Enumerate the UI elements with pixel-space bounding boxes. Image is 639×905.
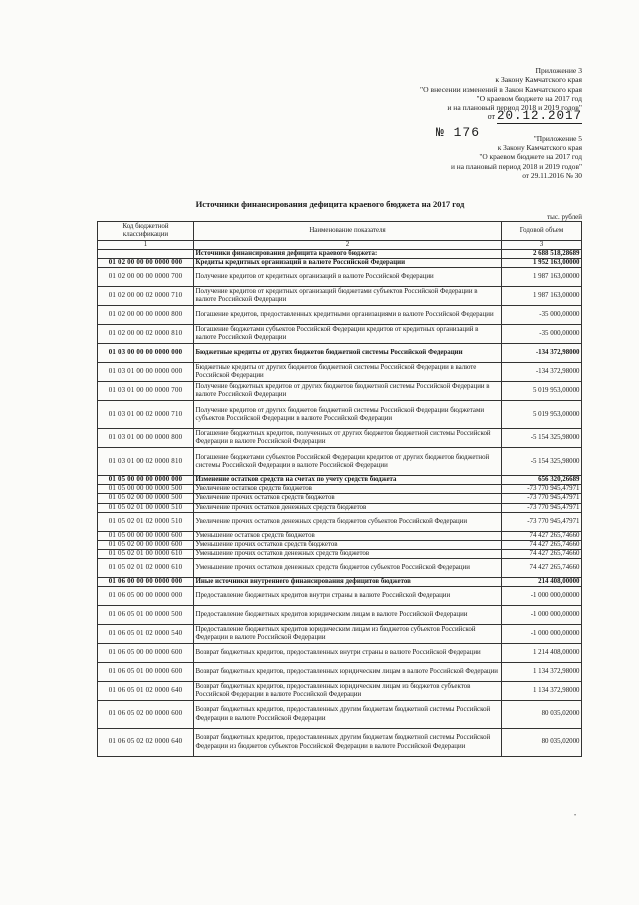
table-row (98, 485, 582, 494)
appendix-5-line: к Закону Камчатского края (497, 143, 582, 153)
appendix-5-line: "Приложение 5 (533, 134, 582, 143)
table-cell-name: Предоставление бюджетных кредитов юридическим лицам из бюджетов субъектов Российской Федерации в валюте Российской Федерации (194, 625, 502, 644)
table-cell-code: 01 03 01 00 02 0000 710 (98, 401, 194, 429)
table-cell-code: 01 06 00 00 00 0000 000 (98, 577, 194, 586)
table-cell-value: 5 019 953,00000 (502, 401, 582, 429)
table-cell-name: Получение кредитов от других бюджетов бюджетной системы Российской Федерации бюджетами субъектов Российской Федерации в валюте Российской Федерации (194, 401, 502, 429)
table-cell-name: Уменьшение прочих остатков денежных средств бюджетов субъектов Российской Федерации (194, 558, 502, 577)
table-cell-code: 01 03 00 00 00 0000 000 (98, 344, 194, 363)
table-cell-name: Увеличение прочих остатков денежных средств бюджетов субъектов Российской Федерации (194, 512, 502, 531)
table-cell-value: -134 372,98000 (502, 344, 582, 363)
table-cell-code: 01 02 00 00 02 0000 810 (98, 325, 194, 344)
table-cell-code: 01 05 00 00 00 0000 500 (98, 485, 194, 494)
table-cell-code: 01 05 00 00 00 0000 600 (98, 531, 194, 540)
table-cell-code: 01 02 00 00 02 0000 710 (98, 287, 194, 306)
table-body (98, 250, 582, 757)
header-name: Наименование показателя (194, 222, 502, 241)
col-number: 2 (194, 241, 502, 250)
table-row (98, 287, 582, 306)
table-row (98, 512, 582, 531)
table-cell-name: Предоставление бюджетных кредитов юридическим лицам в валюте Российской Федерации (194, 606, 502, 625)
table-cell-name: Погашение бюджетных кредитов, полученных от других бюджетов бюджетной системы Российской Федерации в валюте Российской Федерации (194, 429, 502, 448)
date-value: 20.12.2017 (496, 109, 582, 124)
table-row (98, 682, 582, 701)
table-row (98, 644, 582, 663)
table-cell-name: Бюджетные кредиты от других бюджетов бюджетной системы Российской Федерации в валюте Российской Федерации (194, 363, 502, 382)
table-cell-name: Иные источники внутреннего финансирования дефицитов бюджетов (194, 577, 502, 586)
table-cell-value: 74 427 265,74660 (502, 531, 582, 540)
table-cell-value: 214 408,00000 (502, 577, 582, 586)
table-row (98, 729, 582, 757)
appendix-3-date (420, 109, 582, 124)
table-cell-code: 01 03 01 00 00 0000 800 (98, 429, 194, 448)
table-cell-name: Возврат бюджетных кредитов, предоставленных другим бюджетам бюджетной системы Российской Федерации в валюте Российской Федерации (194, 701, 502, 729)
table-cell-value: -73 770 945,47971 (502, 503, 582, 512)
table-cell-name: Возврат бюджетных кредитов, предоставленных юридическим лицам из бюджетов субъектов Российской Федерации в валюте Российской Федерации (194, 682, 502, 701)
units-label: тыс. рублей (547, 213, 582, 221)
table-cell-code: 01 05 02 01 00 0000 510 (98, 503, 194, 512)
table-cell-code: 01 06 05 02 02 0000 640 (98, 729, 194, 757)
table-cell-name: Возврат бюджетных кредитов, предоставленных юридическим лицам в валюте Российской Федерации (194, 663, 502, 682)
table-cell-value: 1 214 408,00000 (502, 644, 582, 663)
table-cell-code: 01 06 05 01 02 0000 640 (98, 682, 194, 701)
table-cell-name: Увеличение прочих остатков средств бюджетов (194, 494, 502, 503)
table-row (98, 306, 582, 325)
table-cell-name: Погашение бюджетами субъектов Российской Федерации кредитов от других бюджетов бюджетной системы Российской Федерации в валюте Российской Федерации (194, 448, 502, 476)
table-cell-name: Бюджетные кредиты от других бюджетов бюджетной системы Российской Федерации (194, 344, 502, 363)
table-cell-code: 01 03 01 00 00 0000 000 (98, 363, 194, 382)
table-row (98, 577, 582, 586)
appendix-3-line: Приложение 3 (535, 66, 582, 75)
table-row (98, 625, 582, 644)
table-cell-code: 01 06 05 00 00 0000 000 (98, 587, 194, 606)
appendix-5-line: от 29.11.2016 № 30 (522, 170, 582, 180)
table-cell-name: Получение кредитов от кредитных организаций в валюте Российской Федерации (194, 268, 502, 287)
table-row (98, 701, 582, 729)
table-row (98, 382, 582, 401)
table-cell-value: -73 770 945,47971 (502, 512, 582, 531)
table-row (98, 401, 582, 429)
table-row (98, 663, 582, 682)
table-cell-name: Уменьшение остатков средств бюджетов (194, 531, 502, 540)
table-cell-value: 1 134 372,98000 (502, 682, 582, 701)
table-row (98, 448, 582, 476)
table-row (98, 363, 582, 382)
date-prefix: от (487, 112, 495, 122)
table-cell-name: Возврат бюджетных кредитов, предоставленных внутри страны в валюте Российской Федерации (194, 644, 502, 663)
table-cell-value: 1 987 163,00000 (502, 268, 582, 287)
table-cell-name: Изменение остатков средств на счетах по учету средств бюджета (194, 476, 502, 485)
table-cell-value: 80 035,02000 (502, 729, 582, 757)
table-cell-value: -35 000,00000 (502, 325, 582, 344)
appendix-5-header (451, 134, 582, 180)
table-cell-name: Погашение кредитов, предоставленных кредитными организациями в валюте Российской Федерации (194, 306, 502, 325)
table-cell-code: 01 02 00 00 00 0000 800 (98, 306, 194, 325)
table-cell-value: -73 770 945,47971 (502, 494, 582, 503)
table-cell-value: -5 154 325,98000 (502, 429, 582, 448)
appendix-5-line: и на плановый период 2018 и 2019 годов" (450, 161, 582, 171)
table-cell-value: 80 035,02000 (502, 701, 582, 729)
table-cell-value: -5 154 325,98000 (502, 448, 582, 476)
table-cell-name: Уменьшение прочих остатков средств бюджетов (194, 540, 502, 549)
table-cell-code: 01 05 00 00 00 0000 000 (98, 476, 194, 485)
table-cell-code: 01 05 02 01 02 0000 610 (98, 558, 194, 577)
table-row (98, 587, 582, 606)
table-row (98, 429, 582, 448)
table-row (98, 476, 582, 485)
table-cell-name: Возврат бюджетных кредитов, предоставленных другим бюджетам бюджетной системы Российской Федерации из бюджетов субъектов Российской Федерации в валюте Российской Федерации (194, 729, 502, 757)
table-cell-code: 01 03 01 00 02 0000 810 (98, 448, 194, 476)
table-cell-name: Получение кредитов от кредитных организаций бюджетами субъектов Российской Федерации в валюте Российской Федерации (194, 287, 502, 306)
document-number: № 176 (436, 125, 481, 140)
table-cell-code: 01 05 02 00 00 0000 500 (98, 494, 194, 503)
table-cell-name: Уменьшение прочих остатков денежных средств бюджетов (194, 549, 502, 558)
header-value: Годовой объем (502, 222, 582, 241)
table-cell-value: -134 372,98000 (502, 363, 582, 382)
appendix-3-line: "О внесении изменений в Закон Камчатского края (420, 84, 582, 94)
table-cell-value: -35 000,00000 (502, 306, 582, 325)
document-title: Источники финансирования дефицита краевого бюджета на 2017 год (195, 199, 465, 209)
table-cell-name: Получение бюджетных кредитов от других бюджетов бюджетной системы Российской Федерации в валюте Российской Федерации (194, 382, 502, 401)
budget-table (97, 221, 582, 757)
table-cell-code: 01 03 01 00 00 0000 700 (98, 382, 194, 401)
table-cell-value: 656 320,26689 (502, 476, 582, 485)
table-row (98, 259, 582, 268)
table-cell-value: -1 000 000,00000 (502, 606, 582, 625)
table-cell-code: 01 06 05 01 02 0000 540 (98, 625, 194, 644)
table-cell-value: 74 427 265,74660 (502, 549, 582, 558)
appendix-3-line: и на плановый период 2018 и 2019 годов" (447, 103, 582, 113)
scan-mark: • (574, 813, 577, 819)
table-cell-code: 01 05 02 01 00 0000 610 (98, 549, 194, 558)
table-cell-code: 01 05 02 01 02 0000 510 (98, 512, 194, 531)
table-row (98, 540, 582, 549)
table-cell-code: 01 02 00 00 00 0000 000 (98, 259, 194, 268)
appendix-3-line: "О краевом бюджете на 2017 год (476, 93, 582, 103)
table-cell-value: 74 427 265,74660 (502, 540, 582, 549)
table-row (98, 250, 582, 259)
table-row (98, 494, 582, 503)
table-row (98, 344, 582, 363)
table-cell-value: 74 427 265,74660 (502, 558, 582, 577)
table-cell-code: 01 06 05 00 00 0000 600 (98, 644, 194, 663)
table-row (98, 606, 582, 625)
table-cell-value: -73 770 945,47971 (502, 485, 582, 494)
table-row (98, 549, 582, 558)
table-cell-value: 1 134 372,98000 (502, 663, 582, 682)
table-cell-code: 01 06 05 02 00 0000 600 (98, 701, 194, 729)
table-cell-name: Предоставление бюджетных кредитов внутри страны в валюте Российской Федерации (194, 587, 502, 606)
table-cell-code: 01 02 00 00 00 0000 700 (98, 268, 194, 287)
appendix-3-header (420, 66, 582, 122)
table-cell-code: 01 06 05 01 00 0000 500 (98, 606, 194, 625)
table-row (98, 268, 582, 287)
appendix-3-line: к Закону Камчатского края (495, 75, 582, 85)
table-cell-value: -1 000 000,00000 (502, 625, 582, 644)
table-cell-value: -1 000 000,00000 (502, 587, 582, 606)
header-code: Код бюджетной классификации (98, 222, 194, 241)
table-cell-code: 01 05 02 00 00 0000 600 (98, 540, 194, 549)
appendix-5-line: "О краевом бюджете на 2017 год (479, 152, 582, 162)
table-row (98, 325, 582, 344)
table-cell-value: 1 987 163,00000 (502, 287, 582, 306)
table-row (98, 558, 582, 577)
table-cell-name: Кредиты кредитных организаций в валюте Российской Федерации (194, 259, 502, 268)
table-cell-value: 1 952 163,00000 (502, 259, 582, 268)
table-row (98, 531, 582, 540)
table-cell-name: Увеличение прочих остатков денежных средств бюджетов (194, 503, 502, 512)
table-cell-name: Источники финансирования дефицита краевого бюджета: (194, 250, 502, 259)
table-cell-code: 01 06 05 01 00 0000 600 (98, 663, 194, 682)
table-cell-code (98, 250, 194, 259)
table-cell-value: 5 019 953,00000 (502, 382, 582, 401)
col-number: 3 (502, 241, 582, 250)
table-row (98, 503, 582, 512)
table-cell-value: 2 688 518,28689 (502, 250, 582, 259)
col-number: 1 (98, 241, 194, 250)
table-cell-name: Увеличение остатков средств бюджетов (194, 485, 502, 494)
table-cell-name: Погашение бюджетами субъектов Российской Федерации кредитов от кредитных организаций в валюте Российской Федерации (194, 325, 502, 344)
